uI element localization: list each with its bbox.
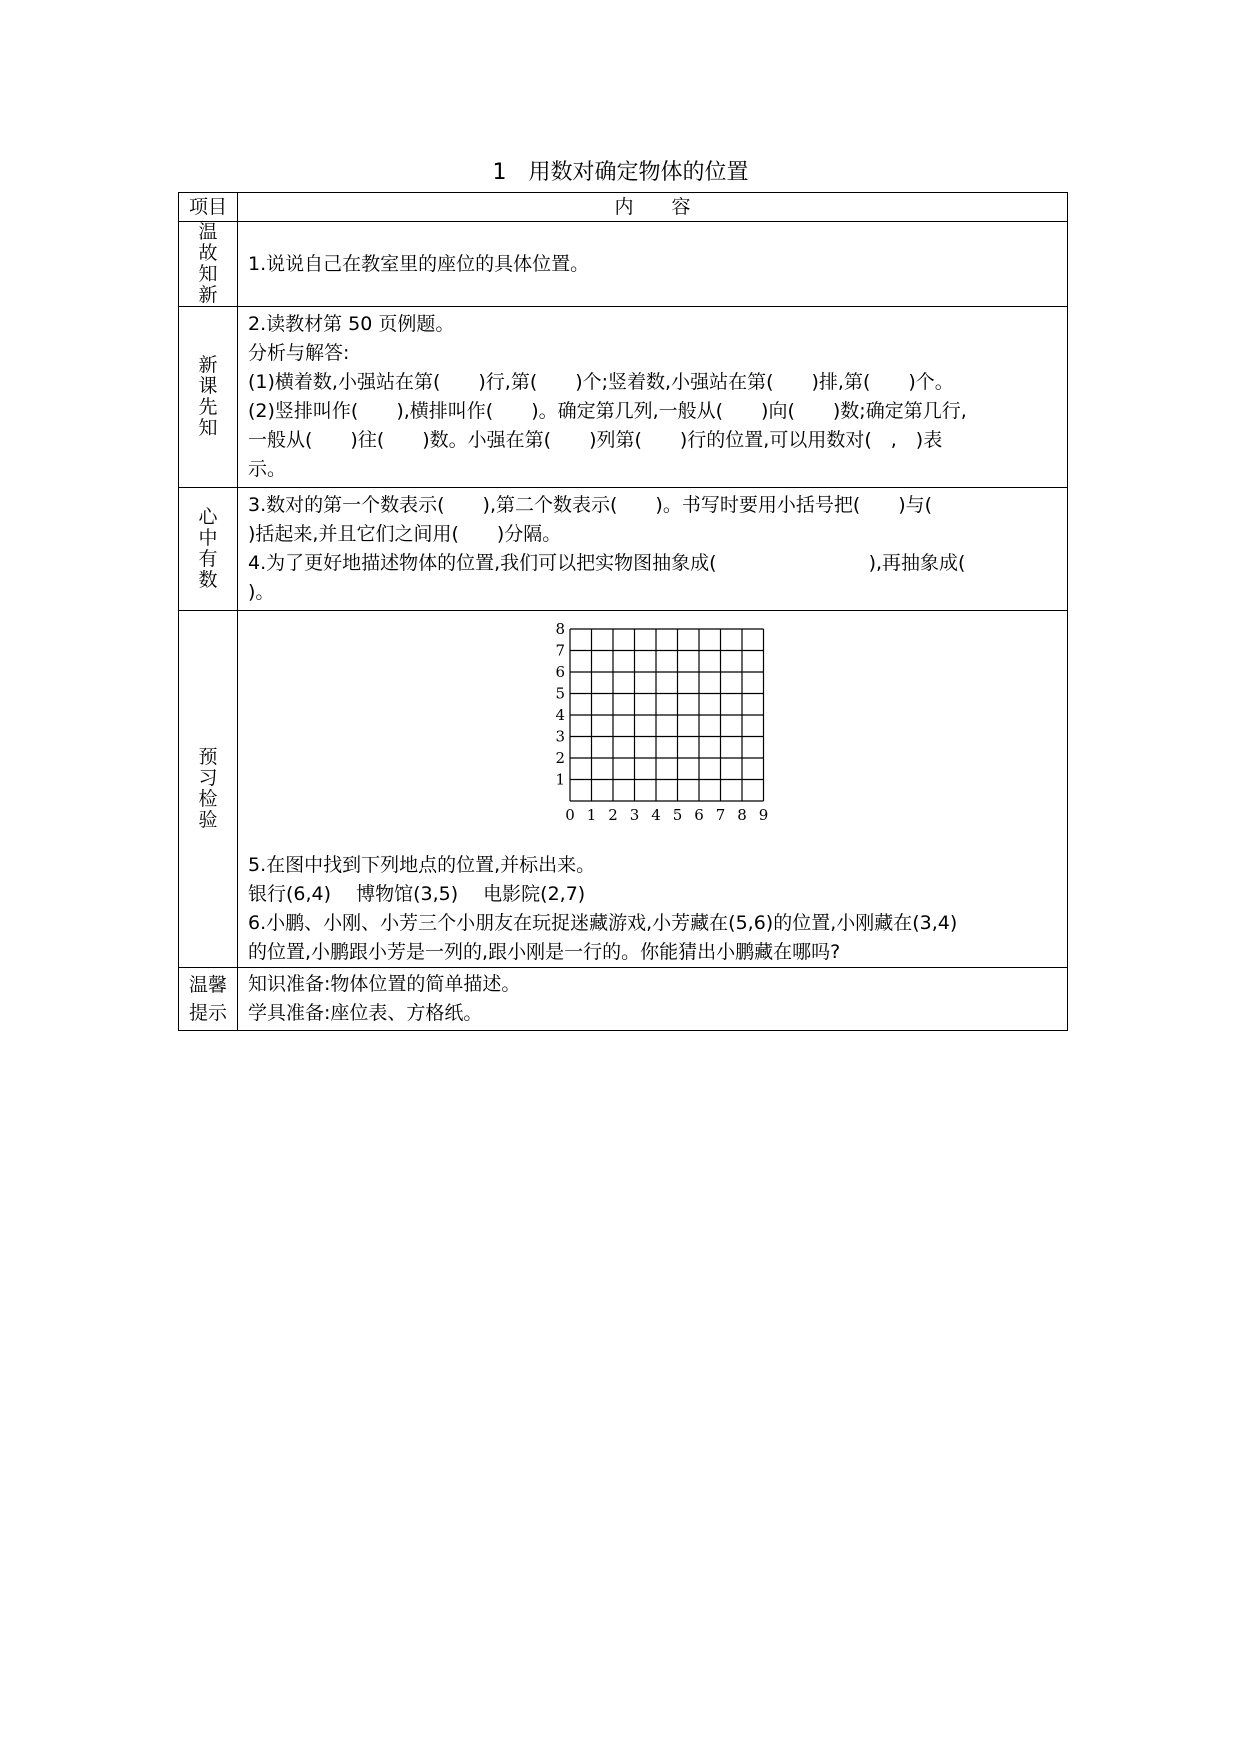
coordinate-grid: [548, 619, 778, 849]
tips-content-cell: [238, 968, 1068, 1031]
grid-x-tick-label: 3: [629, 806, 640, 824]
table-header-row: [179, 193, 1068, 222]
grid-y-tick-label: 8: [555, 620, 565, 638]
new-lesson-line-5: 一般从( )往( )数。小强在第( )列第( )行的位置,可以用数对( , )表: [248, 429, 943, 451]
grid-x-tick-label: 6: [694, 806, 704, 824]
new-lesson-row: [179, 307, 1068, 488]
tips-label-line-2: 提示: [188, 1002, 227, 1024]
header-item-cell: 项目: [179, 193, 238, 222]
new-lesson-line-4: (2)竖排叫作( ),横排叫作( )。确定第几列,一般从( )向( )数;确定第几行,: [248, 400, 967, 422]
in-mind-line-4: )。: [248, 581, 275, 603]
preview-line-1: 5.在图中找到下列地点的位置,并标出来。: [248, 854, 596, 876]
new-lesson-line-3: (1)横着数,小强站在第( )行,第( )个;竖着数,小强站在第( )排,第( )个。: [248, 371, 954, 393]
tips-row: [179, 968, 1068, 1031]
grid-y-tick-label: 7: [555, 641, 565, 660]
grid-y-tick-label: 4: [555, 706, 565, 724]
review-label-cell: [179, 222, 238, 307]
tips-line-1: 知识准备:物体位置的简单描述。: [248, 973, 521, 995]
header-content-cell: 内 容: [238, 193, 1068, 222]
grid-y-tick-label: 3: [555, 727, 565, 746]
new-lesson-line-2: 分析与解答:: [248, 342, 350, 364]
review-row: [179, 222, 1068, 307]
grid-x-tick-label: 9: [758, 806, 769, 824]
preview-check-label: 预习检验: [198, 746, 218, 831]
grid-x-tick-label: 7: [715, 806, 726, 824]
new-lesson-label-cell: [179, 307, 238, 488]
new-lesson-line-6: 示。: [248, 458, 287, 480]
in-mind-content-cell: [238, 488, 1068, 611]
grid-x-tick-label: 0: [565, 806, 575, 824]
in-mind-label: 心中有数: [198, 506, 218, 591]
in-mind-line-3: 4.为了更好地描述物体的位置,我们可以把实物图抽象成( ),再抽象成(: [248, 552, 966, 574]
review-label: 温故知新: [198, 221, 218, 306]
grid-x-tick-label: 5: [672, 806, 683, 824]
preview-line-2: 银行(6,4) 博物馆(3,5) 电影院(2,7): [248, 883, 586, 905]
new-lesson-label: 新课先知: [198, 354, 218, 439]
review-line-1: 1.说说自己在教室里的座位的具体位置。: [248, 252, 590, 275]
tips-label-cell: [179, 968, 238, 1031]
grid-y-tick-label: 6: [555, 663, 565, 681]
in-mind-label-cell: [179, 488, 238, 611]
grid-x-tick-label: 8: [737, 806, 747, 824]
review-content-cell: [238, 222, 1068, 307]
tips-label-line-1: 温馨: [188, 974, 227, 996]
in-mind-line-2: )括起来,并且它们之间用( )分隔。: [248, 523, 562, 545]
in-mind-line-1: 3.数对的第一个数表示( ),第二个数表示( )。书写时要用小括号把( )与(: [248, 494, 933, 516]
grid-x-tick-label: 2: [608, 806, 618, 824]
tips-line-2: 学具准备:座位表、方格纸。: [248, 1002, 483, 1024]
new-lesson-content-cell: [238, 307, 1068, 488]
page-title: 1 用数对确定物体的位置: [492, 160, 749, 185]
preview-line-4: 的位置,小鹏跟小芳是一列的,跟小刚是一行的。你能猜出小鹏藏在哪吗?: [248, 941, 841, 963]
grid-y-tick-label: 1: [555, 770, 565, 789]
worksheet-table: [178, 192, 1068, 1031]
preview-line-3: 6.小鹏、小刚、小芳三个小朋友在玩捉迷藏游戏,小芳藏在(5,6)的位置,小刚藏在(3,4): [248, 912, 958, 934]
new-lesson-line-1: 2.读教材第 50 页例题。: [248, 313, 455, 335]
grid-x-tick-label: 4: [651, 806, 661, 824]
grid-y-tick-label: 2: [555, 749, 565, 767]
grid-y-tick-label: 5: [555, 684, 565, 703]
coordinate-grid-area: [248, 611, 1059, 851]
in-mind-row: [179, 488, 1068, 611]
preview-check-row: [179, 611, 1068, 968]
preview-check-label-cell: [179, 611, 238, 968]
grid-x-tick-label: 1: [586, 806, 597, 824]
preview-check-content-cell: [238, 611, 1068, 968]
